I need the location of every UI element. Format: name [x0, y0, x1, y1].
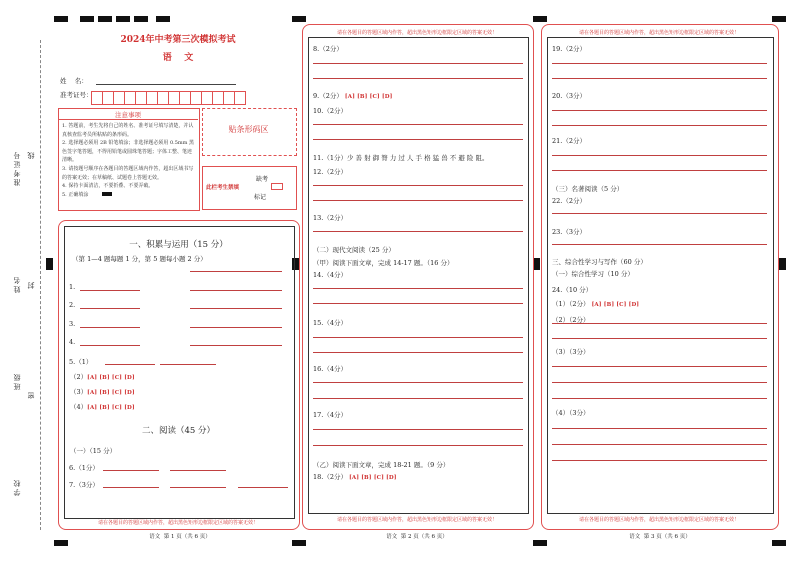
question-17: 17.（4分）: [313, 411, 347, 419]
page-footer-1: 语文 第 1 页（共 6 页）: [149, 534, 211, 540]
question-24-2: （2）（2分）: [552, 316, 590, 324]
side-label-secret: 密: [27, 390, 35, 399]
answer-line[interactable]: [313, 398, 523, 399]
timing-mark: [46, 258, 53, 270]
question-19: 19.（2分）: [552, 45, 586, 53]
question-9: [313, 91, 393, 100]
answer-line[interactable]: [552, 110, 767, 111]
answer-line[interactable]: [160, 364, 216, 365]
question-5: 5.（1）: [69, 358, 93, 366]
question-15: 15.（4分）: [313, 319, 347, 327]
section-1-note: （第 1—4 题每题 1 分，第 5 题每小题 2 分）: [72, 255, 207, 263]
question-18-label: 18.（2分）: [313, 473, 347, 481]
answer-line[interactable]: [552, 170, 767, 171]
warning-text: 请在各题目的答题区域内作答，超出黑色矩形边框限定区域的答案无效！: [336, 517, 497, 523]
warning-text: 请在各题目的答题区域内作答，超出黑色矩形边框限定区域的答案无效！: [578, 30, 739, 36]
choice-options[interactable]: [A] [B] [C] [D]: [349, 475, 397, 481]
choice-options[interactable]: [A] [B] [C] [D]: [344, 94, 393, 100]
question-5-3: [70, 387, 135, 396]
timing-mark: [772, 16, 786, 22]
timing-mark: [80, 16, 94, 22]
notice-item-text: 5. 正确填涂: [62, 191, 89, 198]
part-1-title: （一）（15 分）: [70, 447, 117, 455]
timing-mark: [533, 16, 547, 22]
notice-item: 1. 答题前，考生先将自己的姓名、准考证号填写清楚，并认真核查监考员所粘贴的条形码。: [62, 123, 194, 138]
answer-line[interactable]: [313, 231, 523, 232]
timing-mark: [533, 540, 547, 546]
timing-mark: [772, 540, 786, 546]
question-8: 8.（2分）: [313, 45, 343, 53]
answer-line[interactable]: [313, 185, 523, 186]
question-12: 12.（2分）: [313, 168, 347, 176]
answer-line[interactable]: [80, 327, 140, 328]
answer-line[interactable]: [313, 124, 523, 125]
side-label-name: 姓名: [13, 275, 21, 293]
answer-line[interactable]: [105, 364, 155, 365]
page-footer-2: 语文 第 2 页（共 6 页）: [386, 534, 448, 540]
answer-line[interactable]: [313, 337, 523, 338]
question-6: 6.（1分）: [69, 464, 99, 472]
answer-line[interactable]: [313, 445, 523, 446]
notice-title: 注意事项: [115, 111, 141, 119]
answer-line[interactable]: [552, 213, 767, 214]
barcode-label: 贴条形码区: [228, 125, 269, 134]
answer-line[interactable]: [313, 139, 523, 140]
side-label-line: 线: [27, 150, 35, 159]
side-label-seal: 封: [27, 280, 35, 289]
answer-line[interactable]: [552, 323, 767, 324]
answer-line[interactable]: [552, 460, 767, 461]
answer-line[interactable]: [552, 78, 767, 79]
part-2b-title: （乙）阅读下面文章，完成 18-21 题。（9 分）: [313, 461, 450, 469]
question-5-2-label: （2）: [70, 373, 88, 381]
timing-mark: [292, 540, 306, 546]
timing-mark: [533, 258, 540, 270]
timing-mark: [54, 16, 68, 22]
timing-mark: [54, 540, 68, 546]
part-2a-title: （甲）阅读下面文章，完成 14-17 题。（16 分）: [313, 259, 454, 267]
answer-line[interactable]: [552, 155, 767, 156]
answer-line[interactable]: [170, 487, 226, 488]
question-5-4-label: （4）: [70, 403, 88, 411]
answer-line[interactable]: [80, 345, 140, 346]
answer-line[interactable]: [552, 125, 767, 126]
timing-mark: [156, 16, 170, 22]
answer-line[interactable]: [313, 352, 523, 353]
answer-line[interactable]: [80, 290, 140, 291]
question-23: 23.（3分）: [552, 228, 586, 236]
warning-text: 请在各题目的答题区域内作答，超出黑色矩形边框限定区域的答案无效！: [336, 30, 497, 36]
side-label-class: 班级: [13, 372, 21, 390]
side-label-school: 学校: [13, 478, 21, 496]
notice-divider: [58, 119, 198, 120]
section-1-title: 一、积累与运用（15 分）: [129, 240, 228, 250]
answer-line[interactable]: [103, 487, 159, 488]
choice-options[interactable]: [A] [B] [C] [D]: [591, 302, 640, 308]
name-field[interactable]: [96, 84, 236, 85]
answer-line[interactable]: [552, 366, 767, 367]
question-1: 1.: [69, 283, 76, 291]
question-21: 21.（2分）: [552, 137, 586, 145]
page-footer-3: 语文 第 3 页（共 6 页）: [629, 534, 691, 540]
answer-line[interactable]: [313, 303, 523, 304]
notice-item: [62, 191, 196, 200]
answer-line[interactable]: [552, 244, 767, 245]
warning-text: 请在各题目的答题区域内作答，超出黑色矩形边框限定区域的答案无效！: [97, 520, 258, 526]
question-14: 14.（4分）: [313, 271, 347, 279]
timing-mark: [134, 16, 148, 22]
answer-line[interactable]: [552, 428, 767, 429]
id-label: 准考证号：: [60, 91, 93, 99]
question-20: 20.（3分）: [552, 92, 586, 100]
answer-line[interactable]: [190, 271, 282, 272]
question-4: 4.: [69, 338, 76, 346]
absent-checkbox[interactable]: [271, 183, 283, 190]
timing-mark: [292, 16, 306, 22]
timing-mark: [116, 16, 130, 22]
question-24-1-label: （1）（2分）: [552, 300, 590, 308]
answer-line[interactable]: [313, 63, 523, 64]
question-22: 22.（2分）: [552, 197, 586, 205]
question-11: 11.（1分）少 善 射 御 膂 力 过 人 手 格 猛 兽 不 避 险 阻。: [313, 154, 489, 162]
timing-mark: [98, 16, 112, 22]
binding-line: [40, 40, 41, 530]
choice-options[interactable]: [A] [B] [C] [D]: [87, 405, 135, 411]
answer-line[interactable]: [238, 487, 288, 488]
absent-title: 此栏考生禁填: [206, 185, 240, 191]
question-5-2: [70, 372, 135, 381]
answer-line[interactable]: [552, 63, 767, 64]
question-16: 16.（4分）: [313, 365, 347, 373]
answer-line[interactable]: [190, 308, 282, 309]
answer-line[interactable]: [313, 78, 523, 79]
choice-options[interactable]: [A] [B] [C] [D]: [87, 390, 135, 396]
answer-line[interactable]: [552, 382, 767, 383]
answer-line[interactable]: [552, 398, 767, 399]
answer-line[interactable]: [170, 470, 226, 471]
question-3: 3.: [69, 320, 76, 328]
section-3-title: 三、综合性学习与写作（60 分）: [552, 258, 647, 266]
side-label-zkz: 准考证号: [13, 150, 21, 186]
timing-mark: [779, 258, 786, 270]
part-2-title: （二）现代文阅读（25 分）: [313, 246, 395, 254]
question-7: 7.（3分）: [69, 481, 99, 489]
notice-item: 3. 请按题号顺序在各题目的答题区域内作答，超出区域书写的答案无效；在草稿纸、试题卷上答题无效。: [62, 165, 194, 181]
answer-line[interactable]: [80, 308, 140, 309]
absent-label-top: 缺考: [256, 176, 269, 183]
answer-line[interactable]: [190, 327, 282, 328]
question-2: 2.: [69, 301, 76, 309]
answer-line[interactable]: [552, 444, 767, 445]
question-24: 24.（10 分）: [552, 286, 593, 294]
filled-sample-icon: [102, 192, 112, 196]
answer-line[interactable]: [313, 382, 523, 383]
answer-line[interactable]: [190, 345, 282, 346]
answer-line[interactable]: [313, 200, 523, 201]
question-24-4: （4）（3分）: [552, 409, 590, 417]
answer-line[interactable]: [313, 429, 523, 430]
absent-label-bottom: 标记: [254, 194, 267, 201]
name-label: 姓 名：: [60, 77, 88, 85]
question-18: [313, 472, 397, 481]
section-2-title: 二、阅读（45 分）: [141, 426, 216, 436]
id-boxes[interactable]: [92, 87, 246, 106]
part-3a-title: （一）综合性学习（10 分）: [552, 270, 634, 278]
question-24-3: （3）（3分）: [552, 348, 590, 356]
answer-line[interactable]: [552, 338, 767, 339]
answer-line[interactable]: [103, 470, 159, 471]
warning-text: 请在各题目的答题区域内作答，超出黑色矩形边框限定区域的答案无效！: [578, 517, 739, 523]
answer-line[interactable]: [313, 288, 523, 289]
choice-options[interactable]: [A] [B] [C] [D]: [87, 375, 135, 381]
notice-list: [62, 122, 196, 199]
part-3-title: （三）名著阅读（5 分）: [552, 185, 624, 193]
question-9-label: 9.（2分）: [313, 92, 343, 100]
question-5-3-label: （3）: [70, 388, 88, 396]
question-13: 13.（2分）: [313, 214, 347, 222]
notice-item: 2. 选择题必须用 2B 铅笔填涂；非选择题必须用 0.5mm 黑色签字笔答题，不得用铅笔或圆珠笔答题；字体工整、笔迹清晰。: [62, 140, 195, 164]
exam-subject: 语 文: [162, 53, 194, 63]
question-10: 10.（2分）: [313, 107, 347, 115]
answer-line[interactable]: [190, 290, 282, 291]
question-5-4: [70, 402, 135, 411]
question-24-1: [552, 299, 639, 308]
notice-item: 4. 保持卡面清洁，不要折叠、不要弄破。: [62, 183, 154, 190]
exam-title: 2024年中考第三次模拟考试: [120, 35, 236, 45]
